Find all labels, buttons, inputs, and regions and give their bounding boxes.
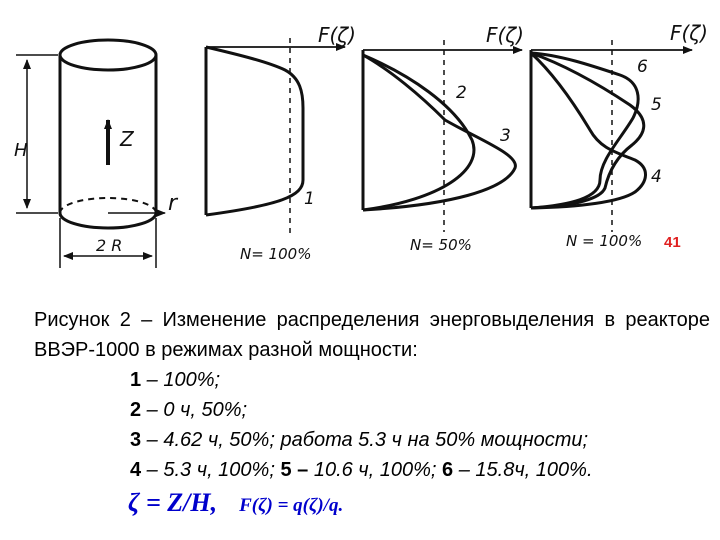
legend-num-5: 5 –	[280, 459, 309, 481]
formula	[128, 488, 343, 518]
legend-text-3: – 4.62 ч, 50%; работа 5.3 ч на 50% мощности;	[141, 429, 589, 451]
legend-num-2: 2	[130, 399, 142, 421]
panel-3-axis-label: F(ζ)	[670, 21, 708, 45]
cylinder-top	[60, 40, 156, 70]
panel-1	[206, 23, 356, 263]
legend-item-3	[34, 425, 710, 455]
panel-1-axis-label: F(ζ)	[318, 23, 356, 47]
panel-2-axis-label: F(ζ)	[486, 23, 524, 47]
legend-item-2	[34, 395, 710, 425]
legend-num-4: 4	[130, 459, 142, 481]
r-axis-label: r	[168, 191, 178, 216]
panel-2	[363, 23, 524, 254]
diameter-label: 2 R	[96, 236, 123, 255]
curve-5	[531, 53, 644, 208]
legend-text-5: 10.6 ч, 100%;	[308, 459, 443, 481]
height-dimension	[16, 55, 58, 213]
cylinder-bottom-front	[60, 213, 156, 228]
curve-2	[363, 55, 474, 210]
curve-label-2: 2	[456, 83, 467, 103]
panel-2-power-label: N= 50%	[410, 236, 472, 254]
legend-item-4	[34, 455, 710, 485]
formula-zeta: ζ = Z/H,	[128, 488, 218, 517]
curve-label-5: 5	[651, 95, 662, 115]
legend-text-1: – 100%;	[141, 369, 221, 391]
cylinder-bottom-back	[60, 198, 156, 213]
curve-label-6: 6	[637, 57, 648, 77]
legend-num-1: 1	[130, 369, 142, 391]
z-axis-label: Z	[120, 127, 134, 151]
legend-text-4: – 5.3 ч, 100%;	[141, 459, 281, 481]
panel-1-power-label: N= 100%	[240, 245, 312, 263]
panel-3-power-label: N = 100%	[566, 232, 643, 250]
page-number: 41	[664, 234, 681, 251]
panel-3	[531, 21, 708, 250]
curve-label-3: 3	[500, 126, 511, 146]
formula-f: F(ζ) = q(ζ)/q.	[239, 495, 344, 516]
legend-item-1	[34, 365, 710, 395]
curve-1	[206, 47, 303, 215]
figure-caption	[34, 305, 710, 485]
curve-3	[363, 55, 515, 210]
curve-label-4: 4	[651, 167, 662, 187]
curve-label-1: 1	[304, 189, 315, 209]
height-label: H	[14, 140, 28, 161]
legend-num-3: 3	[130, 429, 142, 451]
legend-text-6: – 15.8ч, 100%.	[453, 459, 593, 481]
curve-4	[531, 53, 646, 208]
legend-text-2: – 0 ч, 50%;	[141, 399, 248, 421]
legend-num-6: 6	[442, 459, 454, 481]
caption-title: Рисунок 2 – Изменение распределения энерговыделения в реакторе ВВЭР-1000 в режимах разной мощности:	[34, 309, 710, 361]
